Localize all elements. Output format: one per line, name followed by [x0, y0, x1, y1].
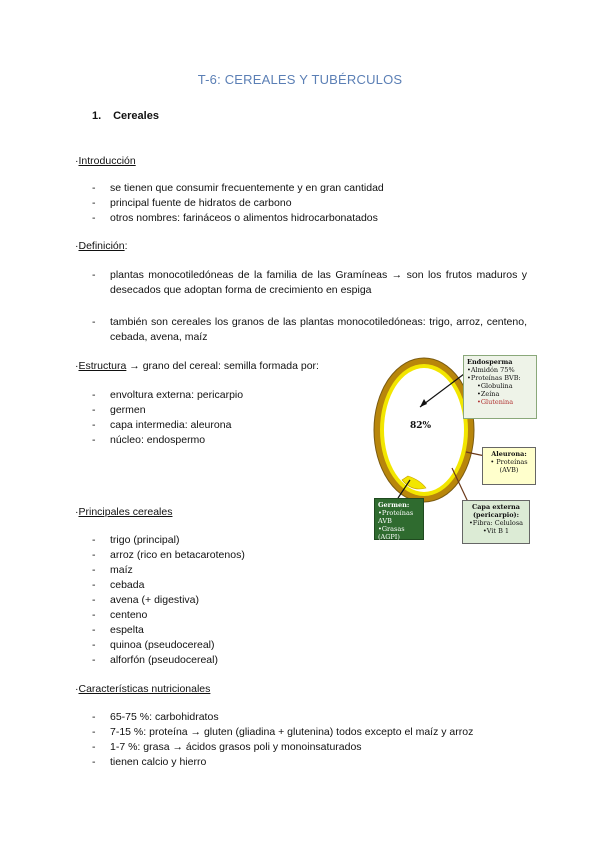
- list-item: - espelta: [92, 623, 352, 638]
- list-item: - 7-15 %: proteína → gluten (gliadina + glutenina) todos excepto el maíz y arroz: [92, 725, 532, 740]
- section-number: 1.: [92, 110, 102, 122]
- capa-title: Capa externa (pericarpio):: [472, 503, 520, 519]
- aleurona-box: [482, 447, 536, 485]
- list-item: - avena (+ digestiva): [92, 593, 352, 608]
- nutricionales-heading-text: Características nutricionales: [78, 683, 211, 695]
- list-item: - arroz (rico en betacarotenos): [92, 548, 352, 563]
- germen-title: Germen:: [378, 501, 410, 509]
- estructura-list: [92, 388, 332, 448]
- germen-line: •Vit E: [378, 541, 398, 549]
- endosperma-line: •Almidón 75%: [467, 366, 515, 374]
- definicion-heading: ·Definición:: [75, 240, 128, 252]
- aleurona-line: (AVB): [499, 466, 519, 474]
- section-heading: [92, 110, 159, 122]
- intro-heading: ·Introducción: [75, 155, 136, 167]
- endosperma-title: Endosperma: [467, 358, 513, 366]
- list-item: - principal fuente de hidratos de carbono: [92, 196, 532, 211]
- list-item: - cebada: [92, 578, 352, 593]
- nutricionales-heading: ·Características nutricionales: [75, 683, 211, 695]
- list-item: - trigo (principal): [92, 533, 352, 548]
- endosperma-line: •Proteínas BVB:: [467, 374, 521, 382]
- endosperma-box: [463, 355, 537, 419]
- aleurona-title: Aleurona:: [491, 450, 527, 458]
- aleurona-line: • Proteínas: [490, 458, 528, 466]
- intro-list: [92, 181, 532, 226]
- list-item: - otros nombres: farináceos o alimentos hidrocarbonatados: [92, 211, 532, 226]
- list-item: - capa intermedia: aleurona: [92, 418, 332, 433]
- intro-heading-text: Introducción: [78, 155, 136, 167]
- capa-line: •Fibra: Celulosa: [468, 519, 524, 527]
- definicion-heading-text: Definición: [78, 240, 125, 252]
- list-item: - quinoa (pseudocereal): [92, 638, 352, 653]
- page-title: T-6: CEREALES Y TUBÉRCULOS: [197, 72, 403, 87]
- definicion-heading-suffix: :: [124, 240, 128, 252]
- principales-heading-text: Principales cereales: [78, 506, 173, 518]
- estructura-heading: ·Estructura → grano del cereal: semilla formada por:: [75, 360, 319, 372]
- list-item: - alforfón (pseudocereal): [92, 653, 352, 668]
- capa-externa-box: [462, 500, 530, 544]
- endosperma-subline: •Globulina: [477, 382, 513, 390]
- germen-box: [374, 498, 424, 549]
- endosperma-subline: •Glutenina: [477, 398, 514, 406]
- capa-line: •Vit B 1: [482, 527, 510, 535]
- principales-list: [92, 533, 352, 668]
- principales-heading: ·Principales cereales: [75, 506, 173, 518]
- list-item: - también son cereales los granos de las plantas monocotiledóneas: trigo, arroz, centeno, cebada, avena, maíz: [92, 315, 527, 345]
- list-item: - plantas monocotiledóneas de la familia de las Gramíneas → son los frutos maduros y desecados que adoptan forma de crecimiento en espiga: [92, 268, 527, 298]
- list-item: - 65-75 %: carbohidratos: [92, 710, 532, 725]
- nutricionales-list: [92, 710, 532, 770]
- list-item: - envoltura externa: pericarpio: [92, 388, 332, 403]
- list-item: - núcleo: endospermo: [92, 433, 332, 448]
- germen-line: •Proteínas AVB: [378, 509, 414, 525]
- list-item: - 1-7 %: grasa → ácidos grasos poli y monoinsaturados: [92, 740, 532, 755]
- estructura-heading-text: Estructura: [78, 360, 127, 372]
- estructura-heading-suffix: → grano del cereal: semilla formada por:: [126, 360, 319, 372]
- endosperma-subline: •Zeína: [477, 390, 500, 398]
- section-label: Cereales: [113, 110, 159, 122]
- list-item: - germen: [92, 403, 332, 418]
- endosperm-percentage: 82%: [410, 421, 432, 431]
- list-item: - tienen calcio y hierro: [92, 755, 532, 770]
- germen-line: •Grasas (AGPI): [378, 525, 405, 541]
- grain-diagram: [360, 352, 540, 548]
- definicion-list: [92, 268, 527, 345]
- list-item: - centeno: [92, 608, 352, 623]
- list-item: - se tienen que consumir frecuentemente y en gran cantidad: [92, 181, 532, 196]
- list-item: - maíz: [92, 563, 352, 578]
